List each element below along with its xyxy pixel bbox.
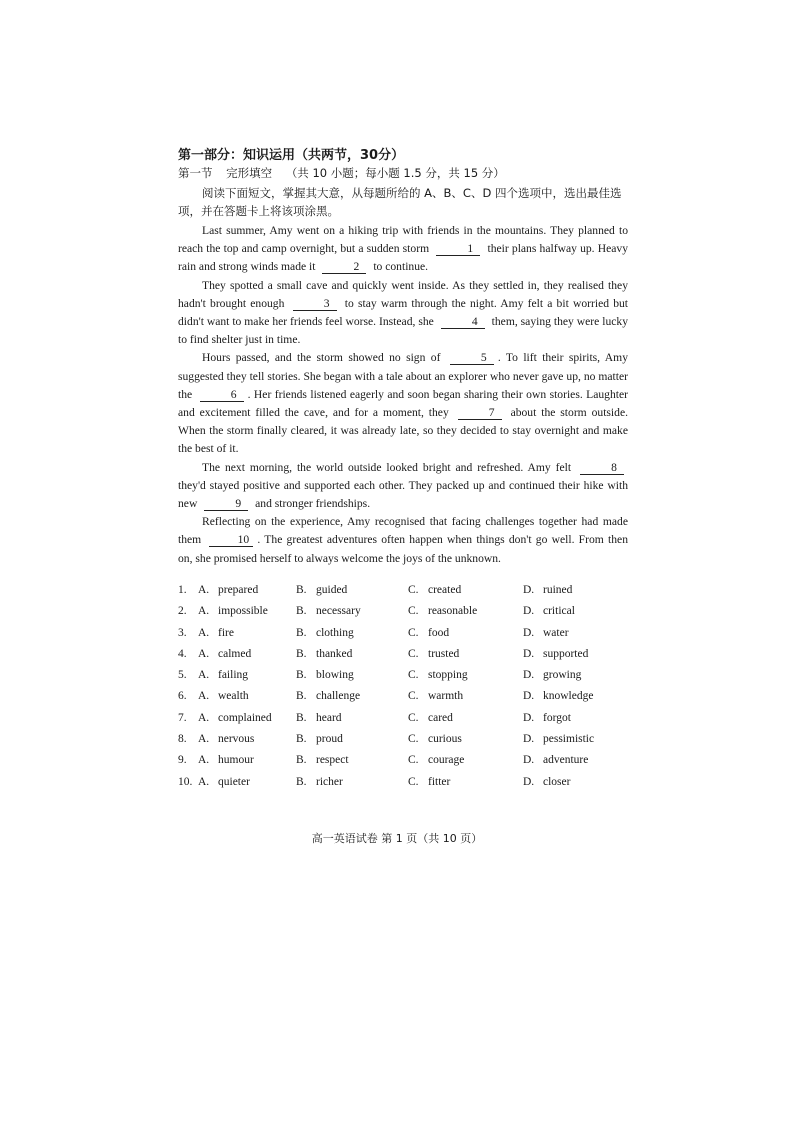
option-letter: A. (198, 584, 210, 596)
option-c (408, 627, 449, 639)
option-text: nervous (218, 733, 255, 746)
option-letter: D. (523, 647, 535, 660)
text-run: their plans halfway up. Heavy rain and strong winds made it (178, 242, 628, 274)
text-run: to continue. (373, 260, 429, 274)
option-letter: D. (523, 669, 535, 682)
option-letter: B. (296, 754, 307, 767)
option-letter: D. (523, 733, 535, 746)
option-letter: B. (296, 711, 307, 724)
question-number: 6. (178, 690, 187, 703)
part-title: 第一部分：知识运用（共两节，30分） (178, 148, 405, 163)
question-number: 7. (178, 711, 187, 724)
option-d (523, 733, 594, 745)
option-b (296, 669, 354, 681)
option-text: courage (428, 754, 465, 767)
option-c (408, 754, 464, 766)
option-text: pessimistic (543, 733, 595, 746)
option-d (523, 776, 570, 788)
option-letter: D. (523, 711, 535, 724)
option-b (296, 648, 352, 660)
option-a (198, 648, 251, 660)
text-run: Hours passed, and the storm showed no sign of (202, 351, 441, 365)
option-letter: B. (296, 626, 307, 639)
option-letter: B. (296, 647, 307, 660)
section-label: 第一节 (178, 166, 213, 180)
page-footer: 高一英语试卷 第 1 页（共 10 页） (311, 832, 483, 845)
option-text: stopping (428, 669, 468, 682)
option-d (523, 712, 571, 724)
option-letter: C. (408, 626, 419, 639)
option-text: critical (543, 605, 575, 618)
option-letter: A. (198, 647, 210, 660)
question-row (178, 776, 628, 797)
option-b (296, 690, 360, 702)
option-c (408, 584, 461, 596)
option-text: quieter (218, 775, 250, 788)
option-text: warmth (428, 690, 464, 703)
option-text: prepared (218, 584, 259, 596)
text-run: They spotted a small cave and quickly went inside. As they settled in, they realised they hadn't brought enough (178, 278, 628, 310)
question-row (178, 754, 628, 775)
option-text: reasonable (428, 605, 478, 618)
option-text: created (428, 584, 462, 596)
question-row (178, 733, 628, 754)
option-c (408, 733, 462, 745)
option-d (523, 648, 588, 660)
text-run: to stay warm through the night. Amy felt a bit worried but didn't want to make her friends feel worse. Instead, she (178, 296, 629, 329)
option-text: clothing (316, 626, 354, 639)
option-a (198, 690, 249, 702)
option-letter: A. (198, 711, 210, 724)
option-a (198, 776, 250, 788)
option-letter: A. (198, 733, 210, 746)
option-a (198, 754, 254, 766)
paragraph-1 (178, 222, 628, 277)
cloze-passage (178, 222, 628, 568)
option-c (408, 776, 450, 788)
option-letter: C. (408, 754, 419, 767)
option-text: proud (316, 733, 343, 746)
section-name: 完形填空 (226, 166, 273, 180)
option-text: guided (316, 584, 348, 596)
option-text: food (428, 626, 450, 639)
option-letter: C. (408, 584, 419, 596)
option-letter: A. (198, 690, 210, 703)
question-row (178, 627, 628, 648)
question-number: 1. (178, 584, 187, 596)
option-text: knowledge (543, 690, 594, 703)
option-text: adventure (543, 754, 589, 767)
option-d (523, 605, 575, 617)
option-text: impossible (218, 605, 268, 618)
option-d (523, 690, 593, 702)
option-letter: A. (198, 754, 210, 767)
option-letter: D. (523, 626, 535, 639)
option-text: fitter (428, 775, 451, 788)
paragraph-2 (178, 277, 628, 350)
option-b (296, 712, 342, 724)
option-d (523, 669, 581, 681)
option-c (408, 712, 453, 724)
option-text: challenge (316, 690, 361, 703)
option-letter: C. (408, 690, 419, 703)
text-run: . The greatest adventures often happen when things don't go well. From then on, she promised herself to always welcome the joys of the unknown. (178, 533, 628, 565)
option-letter: A. (198, 605, 210, 618)
option-c (408, 690, 463, 702)
blank-9: 9 (204, 497, 248, 511)
option-c (408, 648, 459, 660)
option-text: thanked (316, 647, 353, 660)
instructions: 阅读下面短文，掌握其大意，从每题所给的 A、B、C、D 四个选项中，选出最佳选项，并在答题卡上将该项涂黑。 (178, 186, 622, 218)
option-b (296, 627, 354, 639)
option-a (198, 712, 272, 724)
option-letter: C. (408, 733, 419, 746)
blank-8: 8 (580, 461, 624, 475)
option-b (296, 733, 343, 745)
option-text: failing (218, 669, 249, 682)
text-run: The next morning, the world outside looked bright and refreshed. Amy felt (202, 460, 572, 474)
option-letter: B. (296, 584, 307, 596)
question-row (178, 584, 628, 605)
option-letter: C. (408, 669, 419, 682)
option-letter: D. (523, 775, 535, 788)
option-text: growing (543, 669, 582, 682)
option-text: supported (543, 647, 589, 660)
question-row (178, 648, 628, 669)
question-number: 10. (178, 775, 193, 788)
option-text: respect (316, 754, 349, 767)
blank-6: 6 (200, 388, 244, 402)
blank-7: 7 (458, 406, 502, 420)
option-letter: B. (296, 605, 307, 618)
question-number: 5. (178, 669, 187, 682)
option-text: blowing (316, 669, 354, 682)
option-text: humour (218, 754, 254, 767)
paragraph-3 (178, 349, 628, 458)
option-a (198, 669, 248, 681)
section-heading (178, 165, 515, 181)
paragraph-4 (178, 459, 628, 514)
answer-options (178, 584, 628, 797)
question-row (178, 712, 628, 733)
text-run: Reflecting on the experience, Amy recognised that facing challenges together had made them (178, 515, 628, 547)
option-d (523, 584, 572, 596)
option-a (198, 733, 254, 745)
question-row (178, 669, 628, 690)
option-b (296, 584, 347, 596)
option-b (296, 605, 361, 617)
option-text: closer (543, 775, 571, 788)
option-letter: C. (408, 605, 419, 618)
option-letter: A. (198, 775, 210, 788)
text-run: and stronger friendships. (255, 497, 371, 511)
section-info: （共 10 小题；每小题 1.5 分，共 15 分） (285, 166, 505, 180)
option-c (408, 669, 468, 681)
paragraph-5 (178, 513, 628, 568)
question-number: 9. (178, 754, 187, 767)
question-number: 4. (178, 647, 187, 660)
option-a (198, 584, 258, 596)
option-text: richer (316, 775, 343, 788)
option-text: water (543, 626, 569, 639)
option-text: trusted (428, 647, 460, 660)
question-number: 2. (178, 605, 187, 618)
option-text: complained (218, 711, 272, 724)
option-letter: B. (296, 690, 307, 703)
blank-2: 2 (322, 260, 366, 274)
text-run: . To lift their spirits, Amy suggested they tell stories. She began with a tale about an explorer who never gave up, no matter the (178, 351, 628, 401)
option-letter: D. (523, 584, 535, 596)
blank-10: 10 (209, 533, 253, 547)
option-letter: D. (523, 690, 535, 703)
option-letter: A. (198, 626, 210, 639)
option-d (523, 627, 569, 639)
option-d (523, 754, 588, 766)
option-letter: C. (408, 775, 419, 788)
blank-5: 5 (450, 351, 494, 365)
text-run: they'd stayed positive and supported each other. They packed up and continued their hike with new (178, 478, 628, 511)
text-run: Last summer, Amy went on a hiking trip with friends in the mountains. They planned to reach the top and camp overnight, but a sudden storm (178, 224, 628, 256)
option-text: curious (428, 733, 462, 746)
option-text: cared (428, 711, 453, 724)
option-letter: B. (296, 775, 307, 788)
question-row (178, 605, 628, 626)
blank-3: 3 (293, 297, 337, 311)
option-letter: B. (296, 669, 307, 682)
option-text: calmed (218, 647, 252, 660)
option-c (408, 605, 477, 617)
option-a (198, 605, 268, 617)
blank-1: 1 (436, 242, 480, 256)
text-run: about the storm outside. When the storm finally cleared, it was already late, so they decided to stay overnight and make the best of it. (178, 406, 628, 456)
option-letter: C. (408, 711, 419, 724)
question-number: 8. (178, 733, 187, 746)
option-b (296, 776, 343, 788)
option-letter: D. (523, 754, 535, 767)
option-letter: C. (408, 647, 419, 660)
option-letter: B. (296, 733, 307, 746)
option-a (198, 627, 234, 639)
option-letter: D. (523, 605, 535, 618)
option-text: heard (316, 711, 342, 724)
option-text: wealth (218, 690, 249, 703)
option-b (296, 754, 349, 766)
question-number: 3. (178, 626, 187, 639)
text-run: them, saying they were lucky to find shelter just in time. (178, 315, 628, 347)
option-letter: A. (198, 669, 210, 682)
text-run: . Her friends listened eagerly and soon began sharing their own stories. Laughter and excitement filled the cave, and for a moment, they (178, 387, 629, 420)
option-text: ruined (543, 584, 573, 596)
question-row (178, 690, 628, 711)
option-text: fire (218, 626, 234, 639)
option-text: forgot (543, 711, 571, 724)
blank-4: 4 (441, 315, 485, 329)
option-text: necessary (316, 605, 361, 618)
